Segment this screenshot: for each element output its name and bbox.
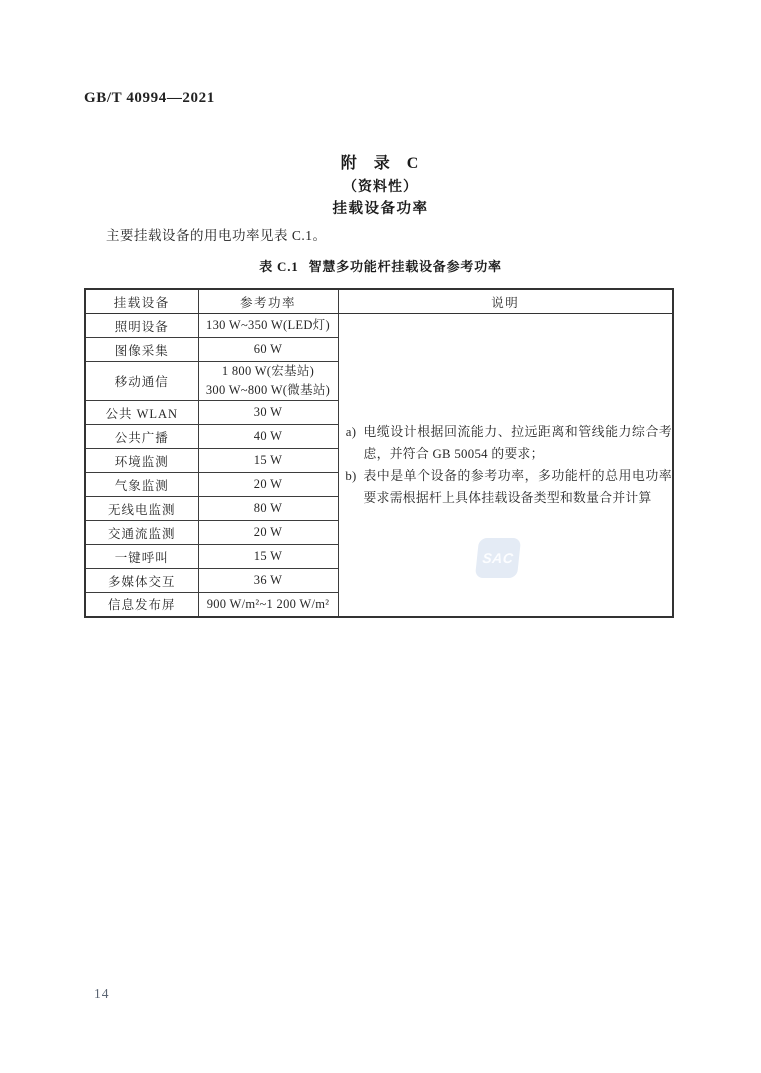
appendix-title: 附 录 C xyxy=(340,155,421,172)
device-name: 一键呼叫 xyxy=(85,545,198,569)
power-value: 15 W xyxy=(198,545,338,569)
note-label: a) xyxy=(345,424,357,439)
appendix-heading: 挂载设备功率 xyxy=(332,201,429,217)
power-value: 40 W xyxy=(198,425,338,449)
device-name: 环境监测 xyxy=(85,449,198,473)
device-name: 无线电监测 xyxy=(85,497,198,521)
table-caption-title: 智慧多功能杆挂载设备参考功率 xyxy=(308,259,502,274)
power-value: 60 W xyxy=(198,338,338,362)
intro-paragraph: 主要挂载设备的用电功率见表 C.1。 xyxy=(106,228,327,243)
device-name: 照明设备 xyxy=(85,314,198,338)
power-value: 30 W xyxy=(198,401,338,425)
column-header-power: 参考功率 xyxy=(198,289,338,314)
note-text: 表中是单个设备的参考功率，多功能杆的总用电功率要求需根据杆上具体挂载设备类型和数量合并计算 xyxy=(363,468,672,505)
column-header-notes: 说明 xyxy=(338,289,673,314)
power-value: 36 W xyxy=(198,569,338,593)
sac-watermark: SAC xyxy=(475,538,521,578)
device-name: 信息发布屏 xyxy=(85,593,198,617)
column-header-device: 挂载设备 xyxy=(85,289,198,314)
power-value: 1 800 W(宏基站) 300 W~800 W(微基站) xyxy=(198,362,338,401)
table-caption xyxy=(0,256,761,275)
device-name: 图像采集 xyxy=(85,338,198,362)
table-body xyxy=(85,314,673,617)
power-value: 20 W xyxy=(198,521,338,545)
device-name: 公共 WLAN xyxy=(85,401,198,425)
power-value: 15 W xyxy=(198,449,338,473)
power-value: 900 W/m²~1 200 W/m² xyxy=(198,593,338,617)
note-item xyxy=(339,465,673,509)
standard-number: GB/T 40994—2021 xyxy=(84,90,215,106)
power-value: 130 W~350 W(LED灯) xyxy=(198,314,338,338)
power-value: 80 W xyxy=(198,497,338,521)
device-name: 公共广播 xyxy=(85,425,198,449)
device-name: 多媒体交互 xyxy=(85,569,198,593)
table-row xyxy=(85,314,673,338)
device-name: 移动通信 xyxy=(85,362,198,401)
page-number: 14 xyxy=(94,986,110,1001)
note-item xyxy=(339,421,673,465)
device-name: 气象监测 xyxy=(85,473,198,497)
table-caption-label: 表 C.1 xyxy=(259,259,299,274)
note-label: b) xyxy=(345,468,357,483)
note-text: 电缆设计根据回流能力、拉远距离和管线能力综合考虑，并符合 GB 50054 的要求； xyxy=(363,424,672,461)
notes-cell xyxy=(338,314,673,617)
appendix-classification: （资料性） xyxy=(343,180,418,195)
power-table xyxy=(84,288,674,618)
device-name: 交通流监测 xyxy=(85,521,198,545)
power-value: 20 W xyxy=(198,473,338,497)
table-header-row xyxy=(85,289,673,314)
